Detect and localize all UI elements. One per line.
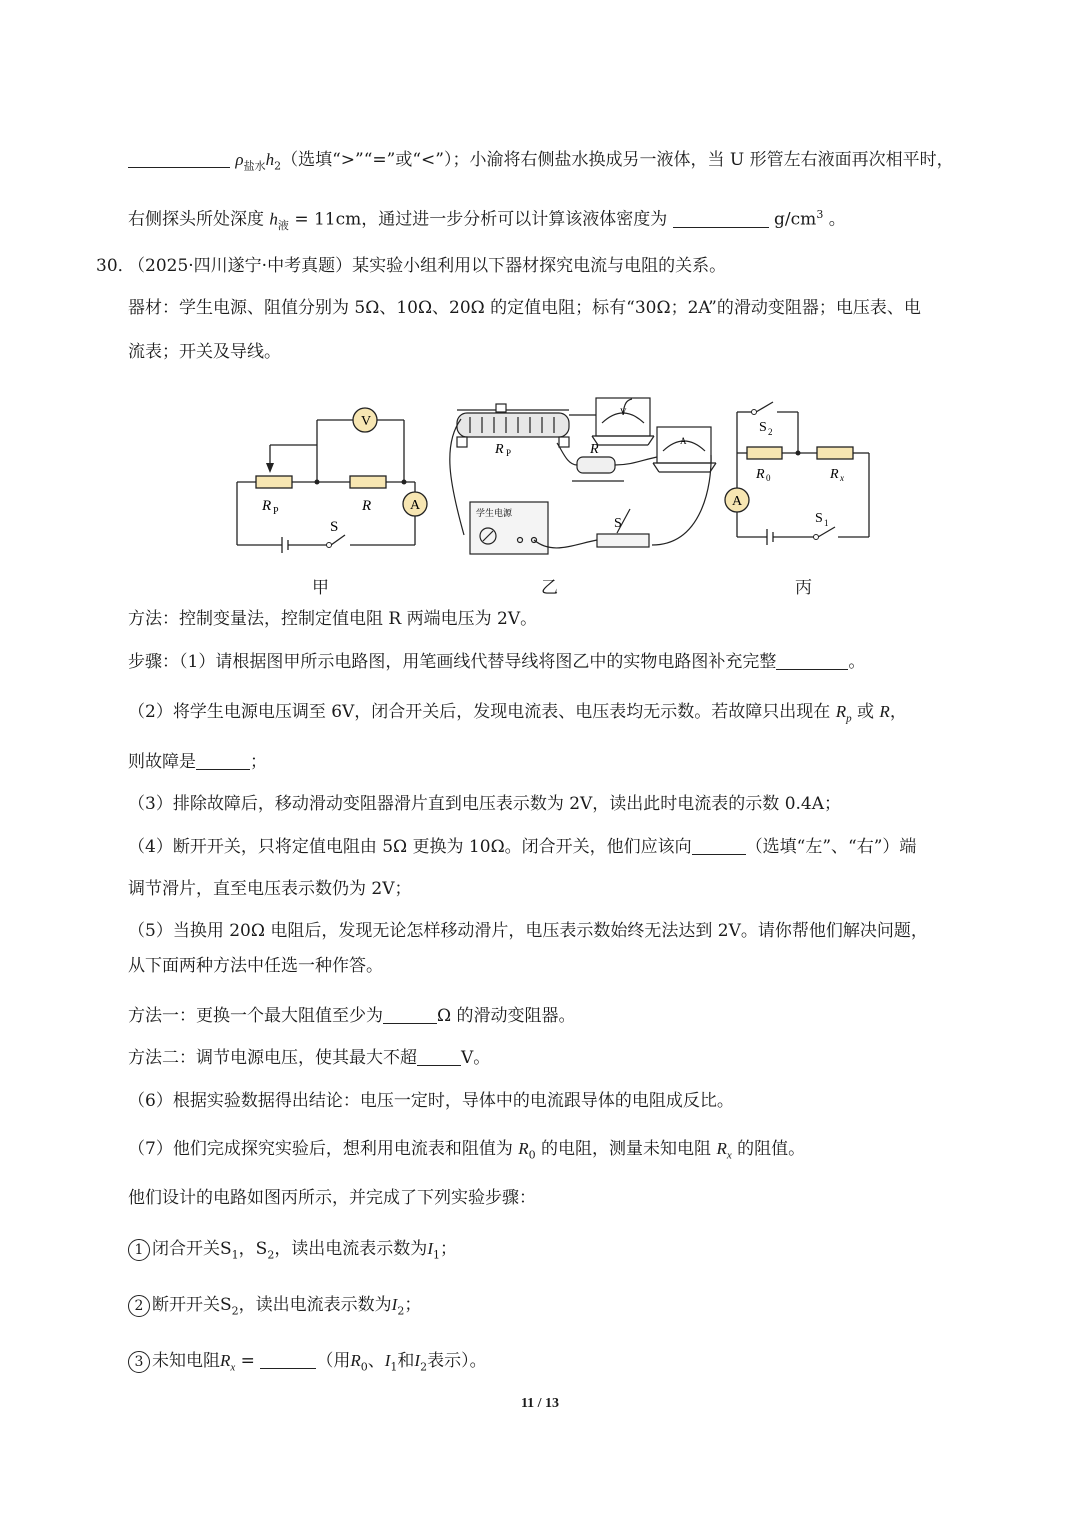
equipment-line-1: 器材：学生电源、阻值分别为 5Ω、10Ω、20Ω 的定值电阻；标有“30Ω；2A”的滑动变阻器；电压表、电 <box>128 298 921 318</box>
voltmeter-label: V <box>361 414 372 429</box>
top-line-1: $\rho_{盐水}h_2$（选填“>”“=”或“<”）；小渝将右侧盐水换成另一液体，当 U 形管左右液面再次相平时， <box>128 148 980 178</box>
sub-step-3: 3 未知电阻$R_x$ = （用$R_0$、$I_1$和$I_2$表示）。 <box>128 1349 980 1379</box>
sub-step-2: 2 断开开关$S_2$，读出电流表示数为$I_2$； <box>128 1293 980 1323</box>
figure-label-bing: 丙 <box>795 578 812 598</box>
answer-blank[interactable] <box>692 854 746 855</box>
svg-text:R: R <box>590 442 599 457</box>
svg-text:R: R <box>362 498 372 514</box>
answer-blank[interactable] <box>776 669 848 670</box>
svg-text:A: A <box>732 494 743 509</box>
top-line-2: 右侧探头所处深度 $h_液 = 11cm$，通过进一步分析可以计算该液体密度为 $g/cm^3$ 。 <box>128 208 846 233</box>
svg-text:S: S <box>815 511 823 526</box>
figure-label-yi: 乙 <box>541 578 558 598</box>
answer-blank[interactable] <box>383 1023 437 1024</box>
step-4-cont: 调节滑片，直至电压表示数仍为 2V； <box>128 879 412 899</box>
svg-text:S: S <box>759 420 767 435</box>
answer-blank[interactable] <box>673 227 769 228</box>
answer-blank[interactable] <box>260 1368 316 1369</box>
equipment-line-2: 流表；开关及导线。 <box>128 342 281 362</box>
svg-text:R: R <box>262 498 272 514</box>
circuit-figure <box>232 385 892 600</box>
svg-text:P: P <box>273 506 279 517</box>
circuit-diagram-bing <box>725 402 869 545</box>
step-5-cont: 从下面两种方法中任选一种作答。 <box>128 956 383 976</box>
svg-text:P: P <box>506 448 512 458</box>
step-4: （4）断开开关，只将定值电阻由 5Ω 更换为 10Ω。闭合开关，他们应该向 （选填“左”、“右”）端 <box>128 837 917 857</box>
svg-text:R: R <box>830 467 839 482</box>
svg-text:A: A <box>680 436 687 446</box>
svg-text:0: 0 <box>766 473 771 483</box>
svg-text:S: S <box>614 516 622 531</box>
page-number: 11 / 13 <box>520 1396 560 1411</box>
answer-blank[interactable] <box>196 769 250 770</box>
svg-text:V: V <box>620 407 627 417</box>
answer-blank[interactable] <box>128 167 230 168</box>
question-stem: （2025·四川遂宁·中考真题）某实验小组利用以下器材探究电流与电阻的关系。 <box>128 256 727 276</box>
sub-step-1: 1 闭合开关$S_1$，$S_2$，读出电流表示数为$I_1$； <box>128 1237 980 1267</box>
rho-symbol: ρ <box>235 150 244 169</box>
svg-text:S: S <box>330 519 339 535</box>
question-number: 30． <box>96 256 135 276</box>
answer-blank[interactable] <box>417 1065 461 1066</box>
svg-text:R: R <box>756 467 765 482</box>
step-6: （6）根据实验数据得出结论：电压一定时，导体中的电流跟导体的电阻成反比。 <box>128 1091 734 1111</box>
svg-text:1: 1 <box>824 518 829 528</box>
step-3: （3）排除故障后，移动滑动变阻器滑片直到电压表示数为 2V，读出此时电流表的示数 0.4A； <box>128 794 842 814</box>
power-supply-label: 学生电源 <box>476 508 513 518</box>
apparatus-yi <box>450 398 716 554</box>
figure-label-jia: 甲 <box>312 578 329 598</box>
design-line: 他们设计的电路如图丙所示，并完成了下列实验步骤： <box>128 1188 536 1208</box>
svg-text:R: R <box>495 442 504 457</box>
method-line: 方法：控制变量法，控制定值电阻 R 两端电压为 2V。 <box>128 609 538 629</box>
step-7: （7）他们完成探究实验后，想利用电流表和阻值为 $R_0$ 的电阻，测量未知电阻 $R_x$ 的阻值。 <box>128 1139 806 1162</box>
step-1: 步骤：（1）请根据图甲所示电路图，用笔画线代替导线将图乙中的实物电路图补充完整 。 <box>128 652 866 672</box>
svg-text:2: 2 <box>768 427 773 437</box>
ammeter-label: A <box>410 498 421 513</box>
method-two: 方法二：调节电源电压，使其最大不超 V。 <box>128 1048 491 1068</box>
method-one: 方法一：更换一个最大阻值至少为 Ω 的滑动变阻器。 <box>128 1006 576 1026</box>
step-2-fault: 则故障是 ； <box>128 752 267 772</box>
step-5: （5）当换用 20Ω 电阻后，发现无论怎样移动滑片，电压表示数始终无法达到 2V。请你帮他们解决问题， <box>128 921 928 941</box>
svg-text:x: x <box>840 473 844 483</box>
step-2: （2）将学生电源电压调至 6V，闭合开关后，发现电流表、电压表均无示数。若故障只出现在 $R_p$ 或 R， <box>128 702 907 725</box>
